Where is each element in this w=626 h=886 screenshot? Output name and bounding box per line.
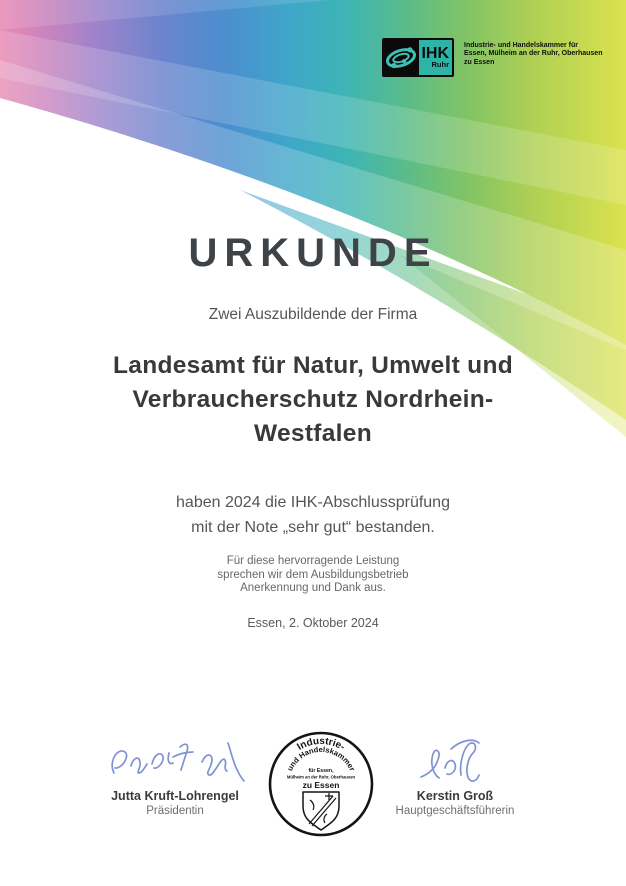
president-role: Präsidentin [146,805,204,817]
president-name: Jutta Kruft-Lohrengel [111,789,239,803]
date-line: Essen, 2. Oktober 2024 [247,616,379,630]
company-line-2: Verbraucherschutz Nordrhein- [132,386,494,413]
company-line-1: Landesamt für Natur, Umwelt und [113,352,513,379]
appreciation-line-3: Anerkennung und Dank aus. [240,582,386,594]
ihk-logo [382,38,454,77]
ihk-logo-wordmark: IHK [421,45,449,62]
seal-text-line4: Mülheim an der Ruhr, Oberhausen [286,774,356,780]
org-name-block [464,42,624,67]
ihk-orbit-icon [382,38,419,77]
seal-coat-of-arms-icon [303,792,339,830]
seal-text-line3: für Essen, [308,768,334,774]
appreciation-line-1: Für diese hervorragende Leistung [226,555,400,567]
signature-block-president [75,735,275,817]
ceo-role: Hauptgeschäftsführerin [395,805,515,817]
org-line-1: Industrie- und Handelskammer für [464,42,578,49]
company-name [0,349,626,451]
intro-line: Zwei Auszubildende der Firma [208,306,418,323]
org-line-2: Essen, Mülheim an der Ruhr, Oberhausen [464,50,603,58]
statement-line-1: haben 2024 die IHK-Abschlussprüfung [176,494,450,511]
seal-text-line2: und Handelskammer [285,744,357,773]
ceo-name: Kerstin Groß [416,789,494,803]
statement-line-2: mit der Note „sehr gut“ bestanden. [191,519,435,536]
ceo-signature-icon [405,735,505,787]
statement-block [0,490,626,540]
president-signature-icon [100,735,250,787]
ihk-logo-teal-panel [419,40,452,75]
certificate-title: URKUNDE [188,231,438,275]
company-line-3: Westfalen [254,420,372,447]
org-line-3: zu Essen [464,58,495,66]
appreciation-line-2: sprechen wir dem Ausbildungsbetrieb [217,568,409,581]
ihk-logo-region: Ruhr [431,60,449,69]
signature-block-ceo [355,735,555,817]
appreciation-block [0,555,626,596]
seal-text-line5: zu Essen [302,780,340,790]
seal-text-line1: Industrie- [295,735,347,753]
